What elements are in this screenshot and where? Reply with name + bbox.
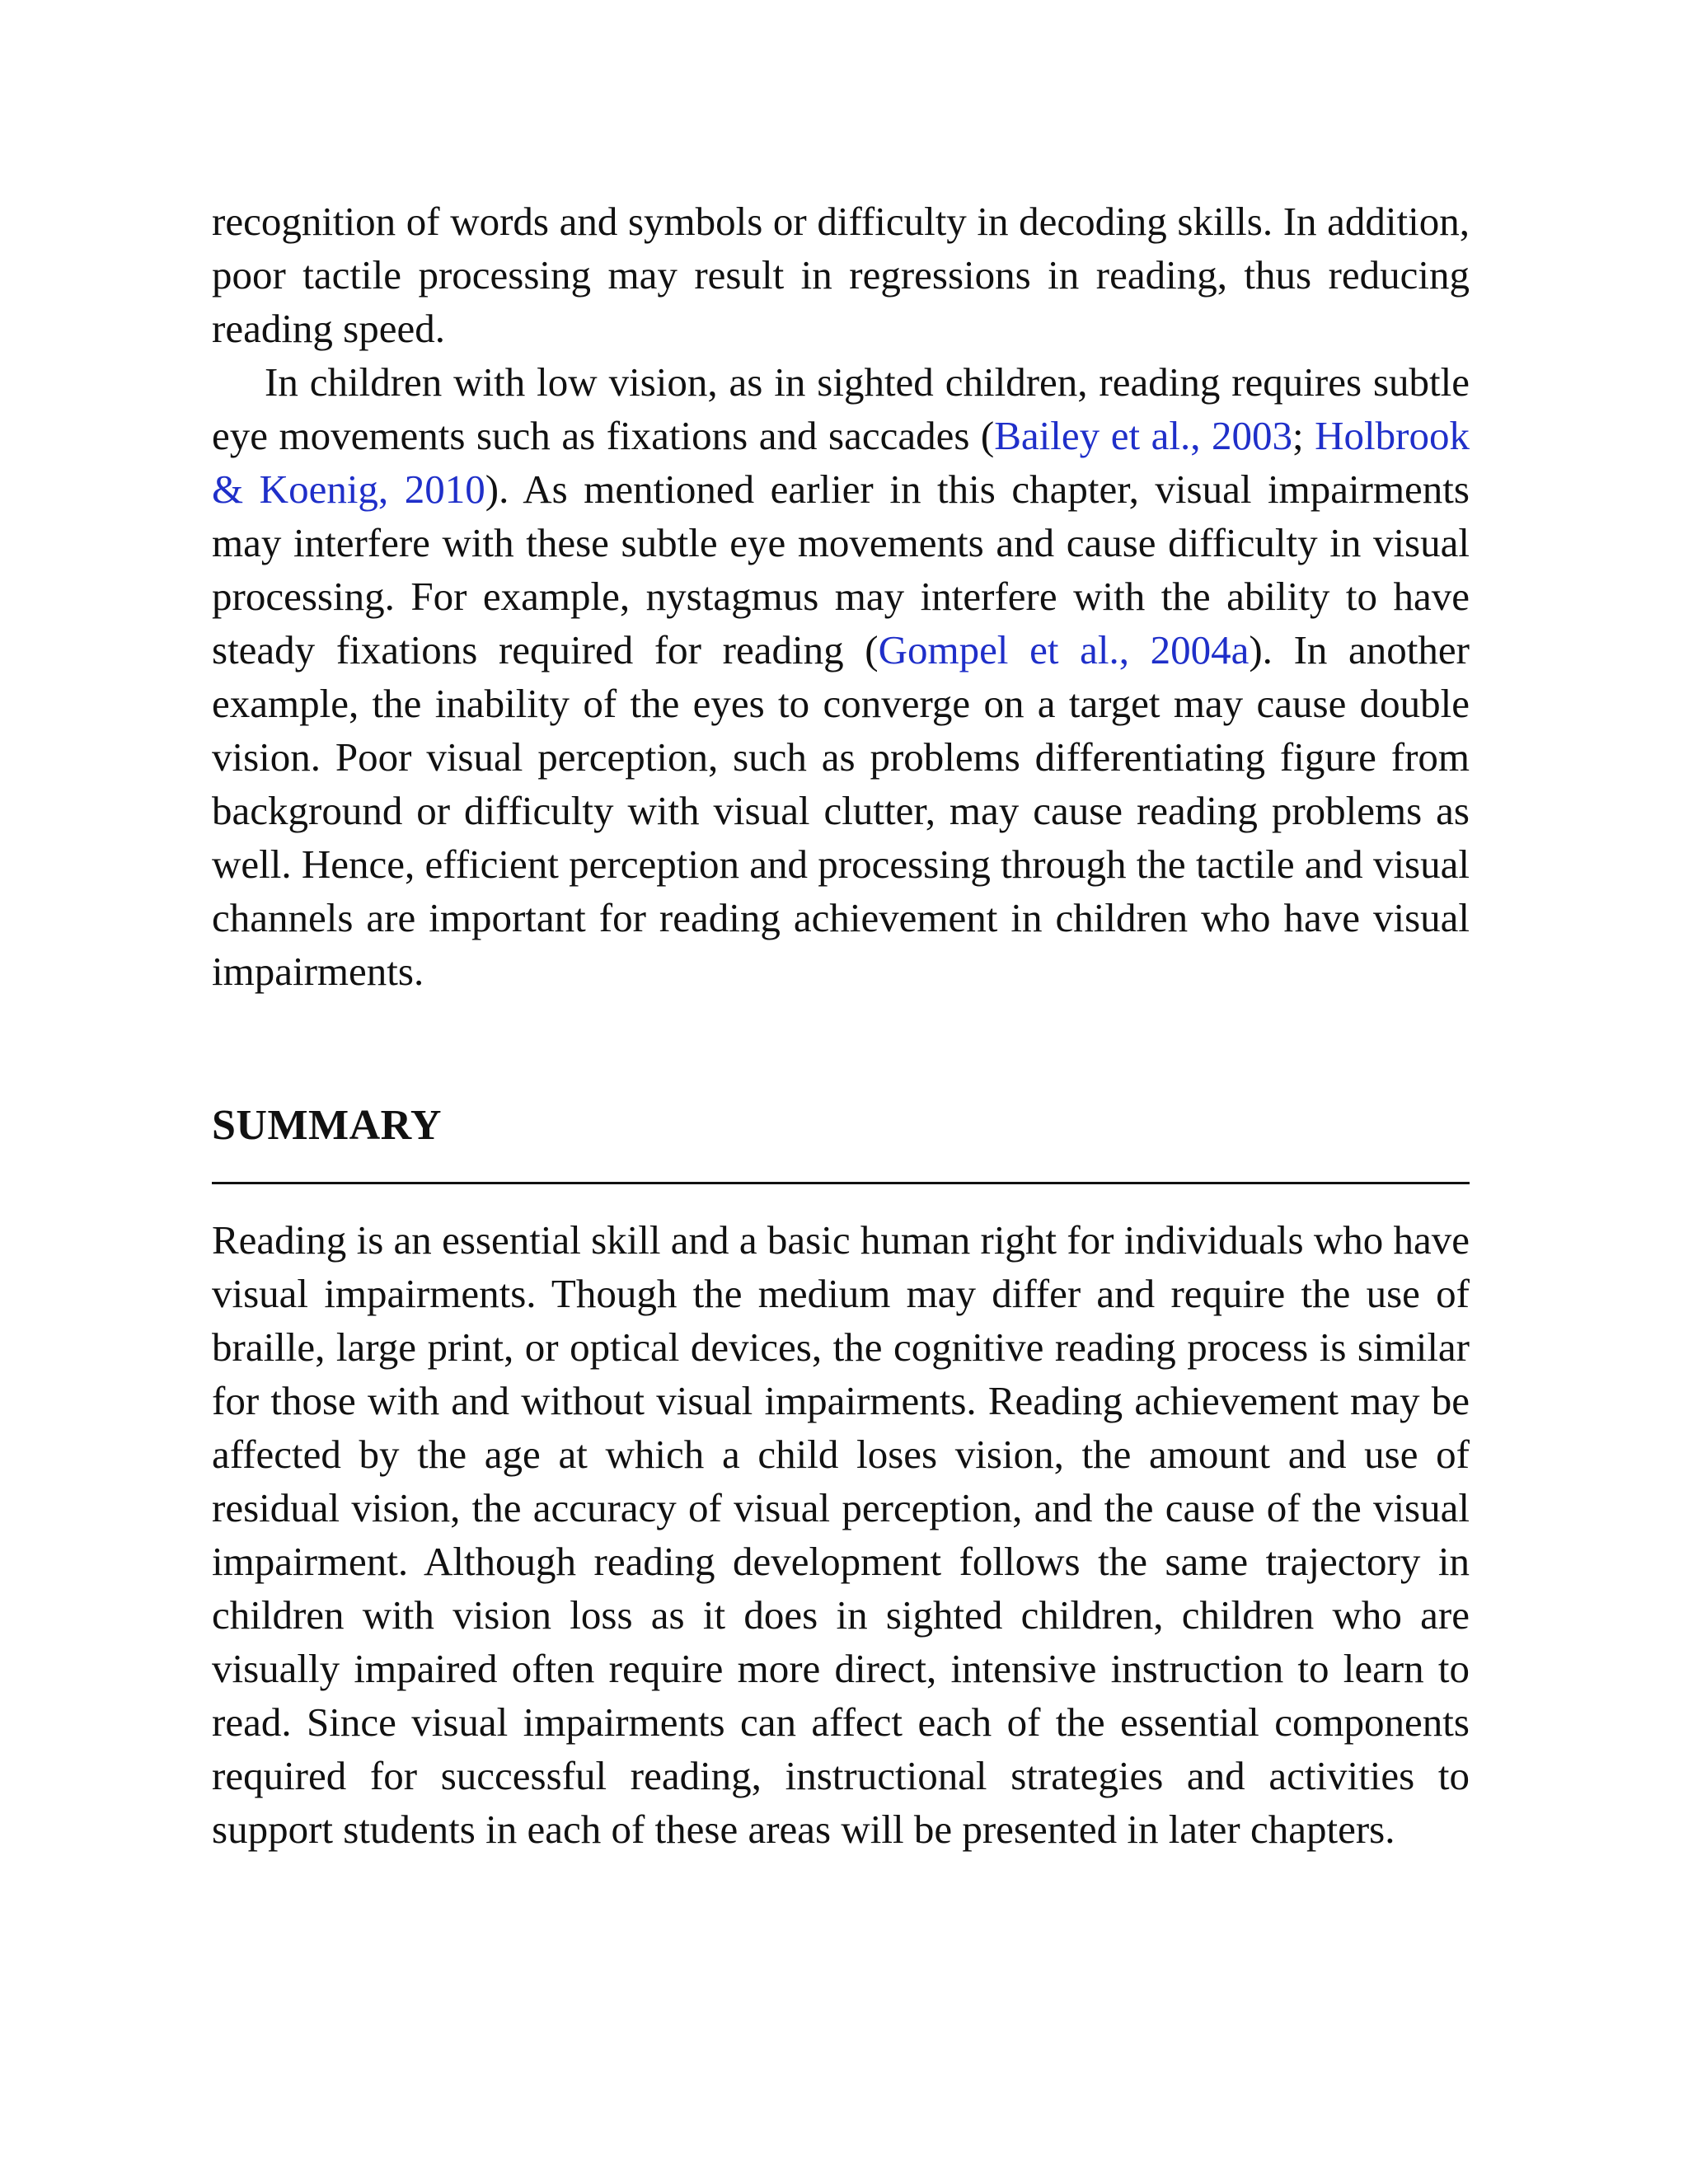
paragraph-summary <box>212 1213 1470 1856</box>
paragraph-continuation <box>212 194 1470 355</box>
citation-link-gompel[interactable]: Gompel et al., 2004a <box>878 627 1250 673</box>
paragraph-text: ; <box>1292 413 1315 458</box>
citation-link-holbrook-koenig[interactable]: Holbrook & Koenig, 2010 <box>212 413 1470 512</box>
paragraph-low-vision <box>212 355 1470 998</box>
section-heading-summary: SUMMARY <box>212 1102 442 1149</box>
paragraph-text: Reading is an essential skill and a basic human right for individuals who have visual impairments. Though the medium may differ and require the use of braille, large print, or optical devices, the cognitive reading process is similar for those with and without visual impairments. Reading achievement may be affected by the age at which a child loses vision, the amount and use of residual vision, the accuracy of visual perception, and the cause of the visual impairment. Although reading development follows the same trajectory in children with vision loss as it does in sighted children, children who are visually impaired often require more direct, intensive instruction to learn to read. Since visual impairments can affect each of the essential components required for successful reading, instructional strategies and activities to support students in each of these areas will be presented in later chapters. <box>212 1217 1470 1852</box>
heading-divider <box>212 1182 1470 1184</box>
paragraph-text: ). In another example, the inability of the eyes to converge on a target may cause double vision. Poor visual perception, such as problems differentiating figure from background or difficulty with visual clutter, may cause reading problems as well. Hence, efficient perception and processing through the tactile and visual channels are important for reading achievement in children who have visual impairments. <box>212 627 1470 994</box>
page-content <box>212 194 1470 1856</box>
paragraph-text: In children with low vision, as in sighted children, reading requires subtle eye movements such as fixations and saccades ( <box>212 359 1470 458</box>
citation-link-bailey[interactable]: Bailey et al., 2003 <box>994 413 1293 458</box>
paragraph-text: recognition of words and symbols or difficulty in decoding skills. In addition, poor tactile processing may result in regressions in reading, thus reducing reading speed. <box>212 199 1470 351</box>
paragraph-text: ). As mentioned earlier in this chapter, visual impairments may interfere with these subtle eye movements and cause difficulty in visual processing. For example, nystagmus may interfere with the ability to have steady fixations required for reading ( <box>212 466 1470 673</box>
